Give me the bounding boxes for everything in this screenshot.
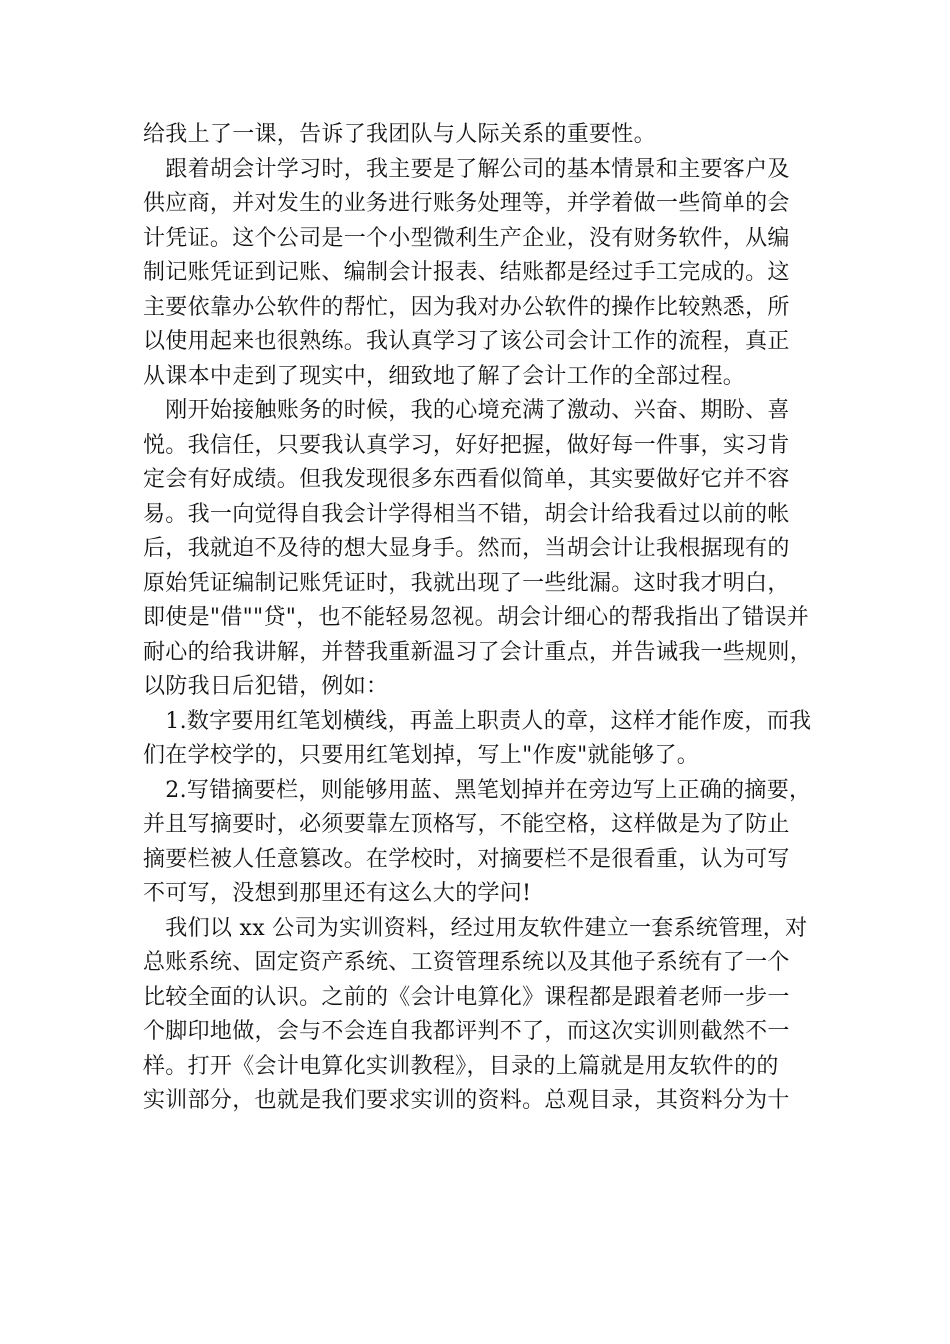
text-line: 主要依靠办公软件的帮忙，因为我对办公软件的操作比较熟悉，所 xyxy=(143,294,790,320)
text-line: 原始凭证编制记账凭证时，我就出现了一些纰漏。这时我才明白， xyxy=(143,570,790,596)
text-line: 易。我一向觉得自我会计学得相当不错，胡会计给我看过以前的帐 xyxy=(143,501,790,527)
text-line: 摘要栏被人任意篡改。在学校时，对摘要栏不是很看重，认为可写 xyxy=(143,846,790,872)
text-line: 悦。我信任，只要我认真学习，好好把握，做好每一件事，实习肯 xyxy=(143,432,790,458)
text-line: 1.数字要用红笔划横线，再盖上职责人的章，这样才能作废，而我 xyxy=(143,708,812,734)
document-body xyxy=(143,118,823,1119)
text-line: 以使用起来也很熟练。我认真学习了该公司会计工作的流程，真正 xyxy=(143,329,790,354)
text-line: 即使是"借""贷"，也不能轻易忽视。胡会计细心的帮我指出了错误并 xyxy=(143,605,810,630)
text-line: 个脚印地做，会与不会连自我都评判不了，而这次实训则截然不一 xyxy=(143,1019,790,1044)
text-line: 制记账凭证到记账、编制会计报表、结账都是经过手工完成的。这 xyxy=(143,260,790,285)
text-line: 们在学校学的，只要用红笔划掉，写上"作废"就能够了。 xyxy=(143,743,700,768)
text-line: 样。打开《会计电算化实训教程》，目录的上篇就是用友软件的的 xyxy=(143,1053,779,1079)
text-line: 跟着胡会计学习时，我主要是了解公司的基本情景和主要客户及 xyxy=(143,156,790,182)
text-line: 定会有好成绩。但我发现很多东西看似简单，其实要做好它并不容 xyxy=(143,467,790,492)
text-line: 2.写错摘要栏，则能够用蓝、黑笔划掉并在旁边写上正确的摘要， xyxy=(143,777,812,803)
text-line: 计凭证。这个公司是一个小型微利生产企业，没有财务软件，从编 xyxy=(143,225,790,251)
text-line: 总账系统、固定资产系统、工资管理系统以及其他子系统有了一个 xyxy=(143,950,790,975)
text-line: 耐心的给我讲解，并替我重新温习了会计重点，并告诫我一些规则， xyxy=(143,639,813,665)
text-line: 后，我就迫不及待的想大显身手。然而，当胡会计让我根据现有的 xyxy=(143,536,790,561)
text-line: 刚开始接触账务的时候，我的心境充满了激动、兴奋、期盼、喜 xyxy=(143,398,790,423)
text-line: 实训部分，也就是我们要求实训的资料。总观目录，其资料分为十 xyxy=(143,1088,790,1113)
text-line: 我们以 xx 公司为实训资料，经过用友软件建立一套系统管理，对 xyxy=(143,915,808,941)
text-line: 并且写摘要时，必须要靠左顶格写，不能空格，这样做是为了防止 xyxy=(143,812,790,837)
text-line: 给我上了一课，告诉了我团队与人际关系的重要性。 xyxy=(143,122,656,147)
text-line: 供应商，并对发生的业务进行账务处理等，并学着做一些简单的会 xyxy=(143,191,790,216)
text-line: 从课本中走到了现实中，细致地了解了会计工作的全部过程。 xyxy=(143,363,746,389)
text-line: 以防我日后犯错，例如： xyxy=(143,674,389,699)
text-line: 不可写，没想到那里还有这么大的学问! xyxy=(143,881,532,906)
text-line: 比较全面的认识。之前的《会计电算化》课程都是跟着老师一步一 xyxy=(143,984,790,1010)
